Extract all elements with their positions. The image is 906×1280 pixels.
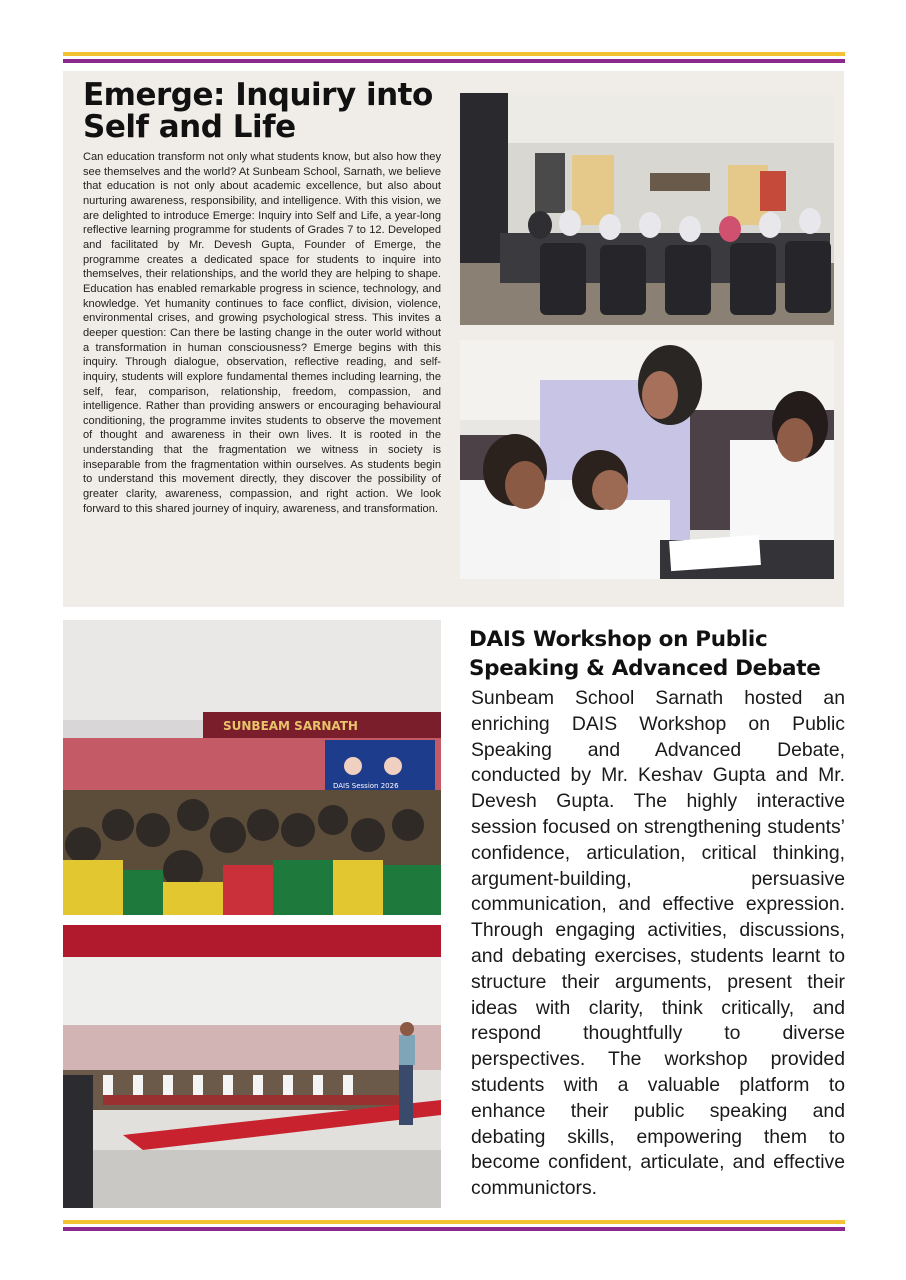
bottom-gold-rule [63,1220,845,1224]
emerge-title: Emerge: Inquiry into Self and Life [83,77,433,145]
top-purple-rule [63,59,845,63]
top-gold-rule [63,52,845,56]
facilitator-with-students-photo [460,340,834,579]
hall-assembly-photo [63,925,441,1208]
auditorium-banner-text: SUNBEAM SARNATH [223,719,358,733]
dais-body: Sunbeam School Sarnath hosted an enriching DAIS Workshop on Public Speaking and Advanced Debate, conducted by Mr. Keshav Gupta and Mr. Devesh Gupta. The highly interactive session focused on strengthening students’ confidence, articulation, critical thinking, argument-building, persuasive communication, and effective expression. Through engaging activities, discussions, and debating exercises, students learnt to structure their arguments, present their ideas with clarity, think critically, and respond thoughtfully to diverse perspectives. The workshop provided students with a valuable platform to enhance their public speaking and debating skills, empowering them to become confident, articulate, and effective communictors. [471,687,845,1200]
screen-text: DAIS Session 2026 [333,782,399,790]
auditorium-students-photo [63,620,441,915]
dais-title: DAIS Workshop on Public Speaking & Advanced Debate [469,627,821,681]
conference-room-photo [460,93,834,325]
emerge-body: Can education transform not only what students know, but also how they see themselves and the world? At Sunbeam School, Sarnath, we believe that education is not only about academic excellence, but also about nurturing awareness, responsibility, and intelligence. With this vision, we are delighted to introduce Emerge: Inquiry into Self and Life, a year-long reflective learning programme for students of Grades 7 to 12. Developed and facilitated by Mr. Devesh Gupta, Founder of Emerge, the programme creates a dedicated space for students to inquire into themselves, their relationships, and the world they are helping to shape. Education has enabled remarkable progress in science, technology, and knowledge. Yet humanity continues to face conflict, division, violence, environmental crises, and growing psychological stress. This invites a deeper question: Can there be lasting change in the outer world without a transformation in human consciousness? Emerge begins with this inquiry. Through dialogue, observation, reflective reading, and self-inquiry, students will explore fundamental themes including learning, the self, fear, comparison, relationship, freedom, compassion, and intelligence. Rather than providing answers or encouraging behavioural conditioning, the programme invites students to observe the movement of thought and awareness in their own lives. It is rooted in the understanding that the fragmentation we witness in society is inseparable from the fragmentation within ourselves. As students begin to understand this movement directly, they discover the possibility of greater clarity, awareness, compassion, and right action. We look forward to this shared journey of inquiry, awareness, and transformation. [83,151,441,515]
bottom-purple-rule [63,1227,845,1231]
